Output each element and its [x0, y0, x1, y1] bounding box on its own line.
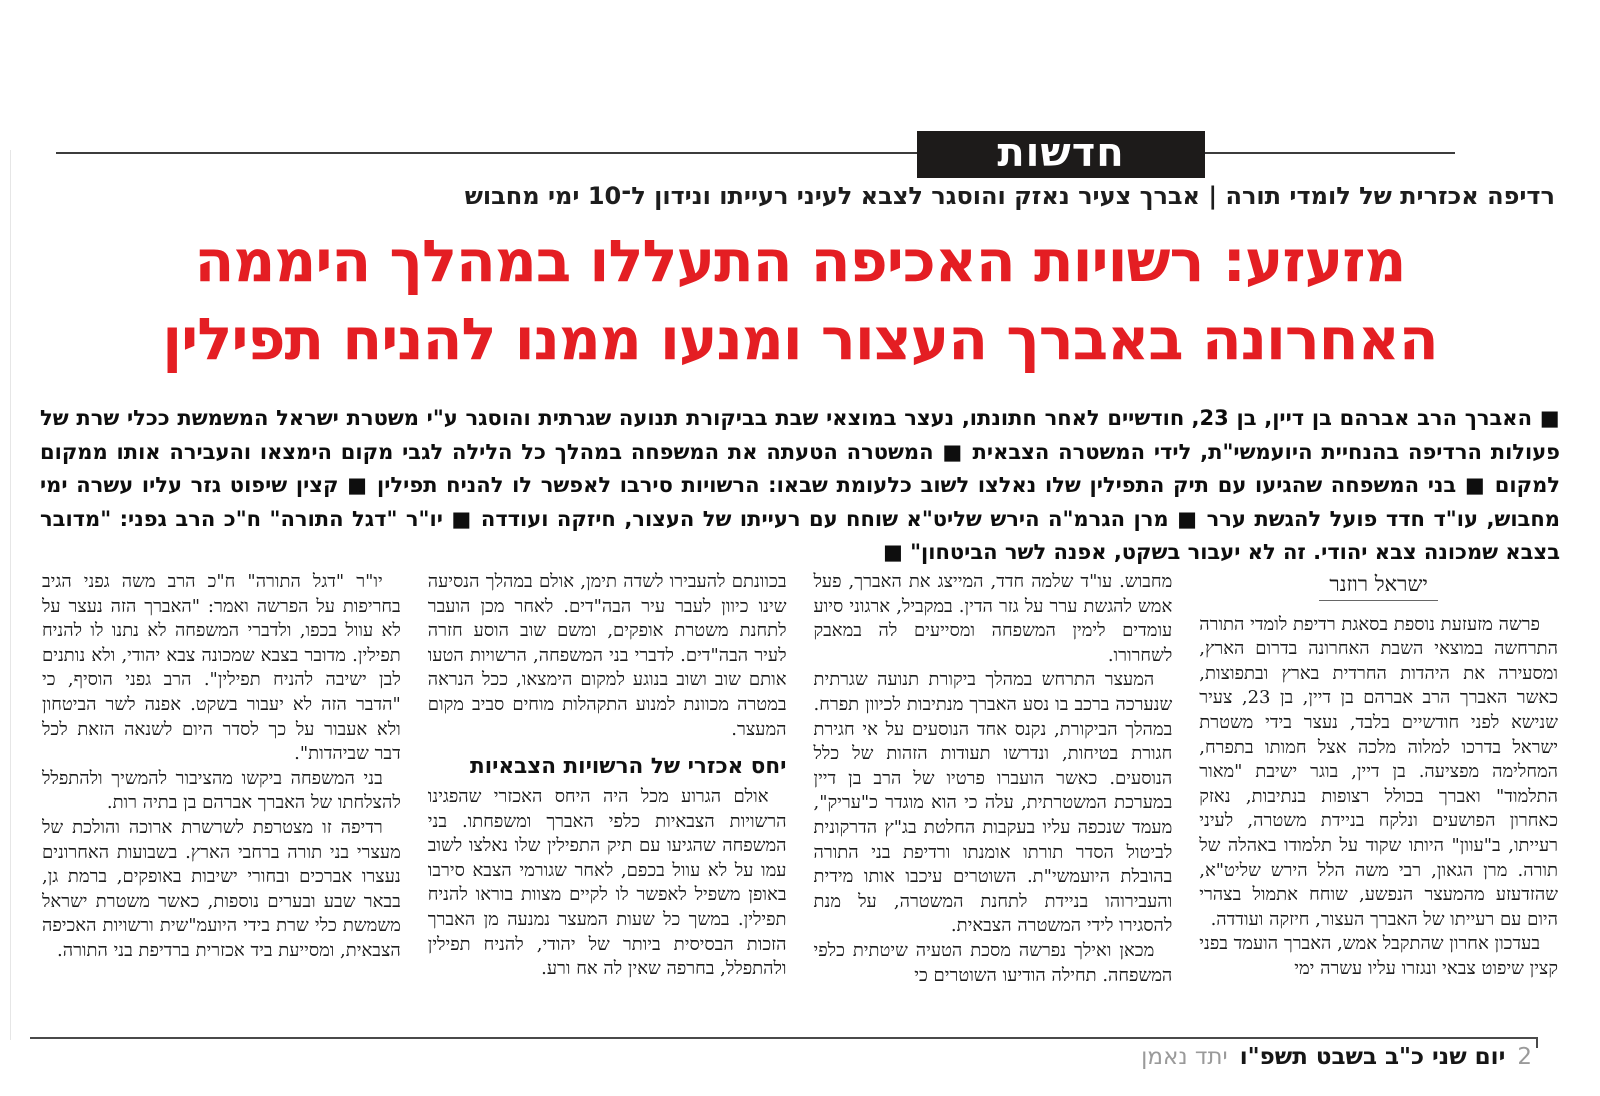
article-body	[42, 570, 1558, 1022]
article-paragraph: בכוונתם להעבירו לשדה תימן, אולם במהלך הנסיעה שינו כיוון לעבר עיר הבה"דים. לאחר מכן הועבר לתחנת משטרת אופקים, ומשם שוב הוסע חזרה לעיר הבה"דים. לדברי בני המשפחה, הרשויות הטעו אותם שוב ושוב בנוגע למקום הימצאו, ככל הנראה במטרה מכוונת למנוע התקהלות מוחים סביב מקום המעצר.	[427, 571, 787, 740]
main-headline	[0, 222, 1600, 378]
article-column-2	[814, 570, 1173, 1022]
page-number: 2	[1517, 1044, 1532, 1070]
article-paragraph: בעדכון אחרון שהתקבל אמש, האברך הועמד בפני קצין שיפוט צבאי ונגזרו עליו עשרה ימי	[1199, 933, 1558, 979]
page-footer	[1141, 1044, 1532, 1070]
article-paragraph: המעצר התרחש במהלך ביקורת תנועה שגרתית שנערכה ברכב בו נסע האברך מנתיבות לכיוון תפרח. במהלך הביקורת, נקנס אחד הנוסעים על אי חגירת חגורת בטיחות, ונדרשו תעודות הזהות של כלל הנוסעים. כאשר הועברו פרטיו של הרב בן דיין במערכת המשטרתית, עלה כי הוא מוגדר כ"עריק", מעמד שנכפה עליו בעקבות החלטת בג"ץ הדרקונית לביטול הסדר תורתו אומנתו ורדיפת בני התורה בהובלת היועמשי"ת. השוטרים עיכבו אותו מידית והעבירוהו בניידת לתחנת המשטרה, על מנת להסגירו לידי המשטרה הצבאית.	[813, 669, 1173, 937]
article-paragraph: מחבוש. עו"ד שלמה חדד, המייצג את האברך, פעל אמש להגשת ערר על גזר הדין. במקביל, ארגוני סיוע עומדים לימין המשפחה ומסייעים לה במאבק לשחרורו.	[813, 571, 1173, 666]
byline-text: ישראל רוזנר	[1319, 572, 1437, 601]
newspaper-name: יתד נאמן	[1141, 1044, 1228, 1070]
subheadline: יחס אכזרי של הרשויות הצבאיות	[470, 754, 787, 780]
section-label: חדשות	[997, 129, 1125, 176]
header-rule	[56, 152, 1455, 154]
article-paragraph: מכאן ואילך נפרשה מסכת הטעיה שיטתית כלפי המשפחה. תחילה הודיעו השוטרים כי	[813, 939, 1173, 986]
headline-line-2: האחרונה באברך העצור ומנעו ממנו להניח תפילין	[162, 305, 1438, 373]
footer-date: יום שני כ"ב בשבט תשפ"ו	[1239, 1044, 1506, 1070]
article-paragraph: יו"ר "דגל התורה" ח"כ הרב משה גפני הגיב בחריפות על הפרשה ואמר: "האברך הזה נעצר על לא עוול בכפו, ולדברי המשפחה לא נתנו לו להניח תפילין. מדובר בצבא שמכונה צבא יהודי, ולא נותנים לבן ישיבה להניח תפילין". הרב גפני הוסיף, כי "הדבר הזה לא יעבור בשקט. אפנה לשר הביטחון ולא אעבור על כך לסדר היום לשנאה הזאת לכל דבר שביהדות".	[42, 571, 401, 765]
article-paragraph: פרשה מזעזעת נוספת בסאגת רדיפת לומדי התורה התרחשה במוצאי השבת האחרונה בדרום הארץ, ומסעירה את היהדות החרדית בארץ ובתפוצות, כאשר האברך הרב אברהם בן דיין, בן 23, צעיר שנישא לפני חודשיים בלבד, נעצר בידי משטרת ישראל בדרכו למלוה מלכה אצל חמותו בתפרח, המחלימה מפציעה. בן דיין, בוגר ישיבת "מאור התלמוד" ואברך בכולל רצופות בנתיבות, נאזק כאחרון הפושעים ונלקח בניידת משטרה, לעיני רעייתו, ב"עוון" היותו שקוד על תלמודו באהלה של תורה. מרן הגאון, רבי משה הלל הירש שליט"א, שהזדעזע מהמעצר הנפשע, שוחח אתמול בצהרי היום עם רעייתו של האברך העצור, חיזקה ועודדה.	[1199, 613, 1558, 930]
article-column-4	[42, 570, 401, 1022]
article-column-3	[428, 570, 787, 1022]
article-paragraph: אולם הגרוע מכל היה היחס האכזרי שהפגינו הרשויות הצבאיות כלפי האברך ומשפחתו. בני המשפחה שהגיעו עם תיק התפילין שלו נאלצו לשוב עמו על לא עוול בכפם, לאחר שגורמי הצבא סירבו באופן משפיל לאפשר לו לקיים מצוות בוראו להניח תפילין. במשך כל שעות המעצר נמנעה מן האברך הזכות הבסיסית ביותר של יהודי, להניח תפילין ולהתפלל, בחרפה שאין לה אח ורע.	[427, 785, 787, 980]
byline	[1199, 572, 1558, 601]
article-paragraph: רדיפה זו מצטרפת לשרשרת ארוכה והולכת של מעצרי בני תורה ברחבי הארץ. בשבועות האחרונים נעצרו אברכים ובחורי ישיבות באופקים, ברמת גן, בבאר שבע ובערים נוספות, כאשר משטרת ישראל משמשת כלי שרת בידי היועמ"שית ורשויות האכיפה הצבאית, ומסייעת ביד אכזרית ברדיפת בני התורה.	[42, 816, 401, 961]
headline-line-1: מזעזע: רשויות האכיפה התעללו במהלך היממה	[194, 227, 1406, 295]
lead-paragraph: ■ האברך הרב אברהם בן דיין, בן 23, חודשיים לאחר חתונתו, נעצר במוצאי שבת בביקורת תנועה שגרתית והוסגר ע"י משטרת ישראל המשמשת ככלי שרת של פעולות הרדיפה בהנחיית היועמשי"ת, לידי המשטרה הצבאית ■ המשטרה הטעתה את המשפחה במהלך כל הלילה לגבי מקום הימצאו והעבירה אותו ממקום למקום ■ בני המשפחה שהגיעו עם תיק התפילין שלו נאלצו לשוב כלעומת שבאו: הרשויות סירבו לאפשר לו להניח תפילין ■ קצין שיפוט גזר עליו עשרה ימי מחבוש, עו"ד חדד פועל להגשת ערר ■ מרן הגרמ"ה הירש שליט"א שוחח עם רעייתו של העצור, חיזקה ועודדה ■ יו"ר "דגל התורה" ח"כ הרב גפני: "מדובר בצבא שמכונה צבא יהודי. זה לא יעבור בשקט, אפנה לשר הביטחון" ■	[40, 406, 1560, 564]
kicker-line: רדיפה אכזרית של לומדי תורה | אברך צעיר נאזק והוסגר לצבא לעיני רעייתו ונידון ל־10 ימי מחבוש	[464, 182, 1555, 210]
section-label-box	[917, 131, 1205, 178]
article-column-1	[1199, 570, 1558, 1022]
article-paragraph: בני המשפחה ביקשו מהציבור להמשיך ולהתפלל להצלחתו של האברך אברהם בן בתיה רות.	[42, 767, 401, 814]
